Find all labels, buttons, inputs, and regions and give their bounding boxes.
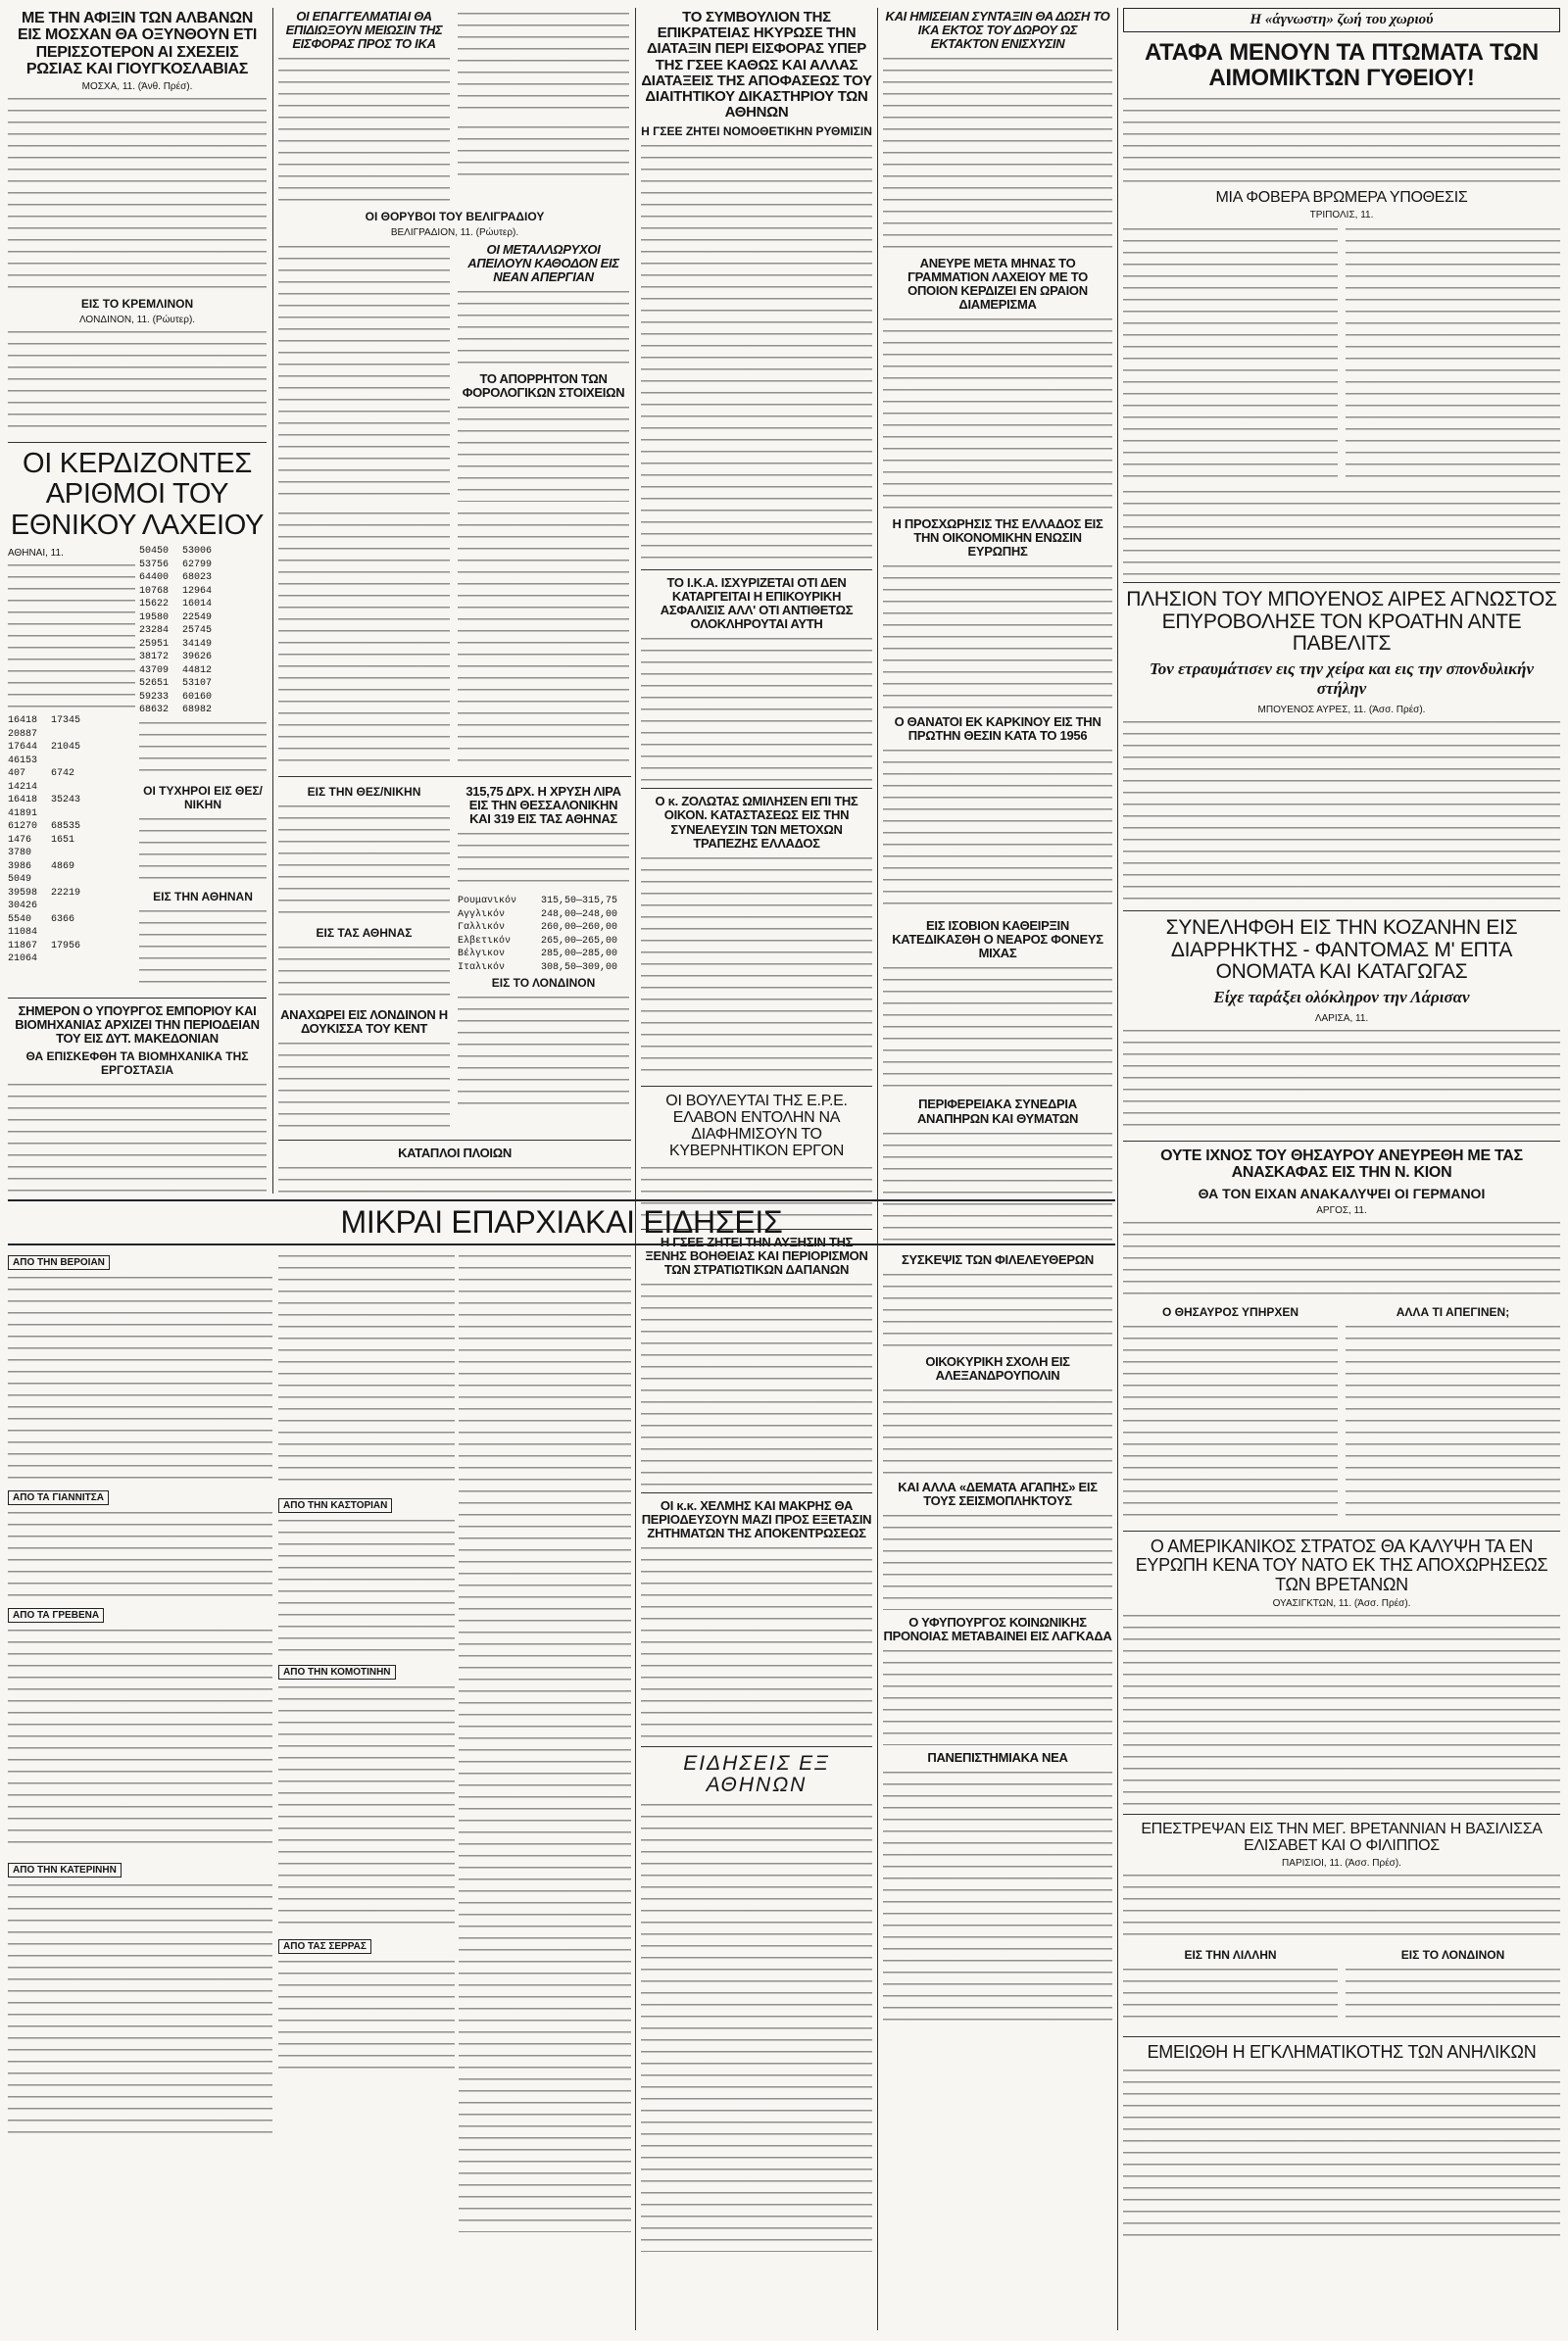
article-body	[1123, 718, 1560, 904]
dateline: ΤΡΙΠΟΛΙΣ, 11.	[1309, 210, 1374, 221]
provincial-news-banner	[8, 1199, 1115, 1245]
article-body	[8, 561, 135, 708]
article-body	[458, 510, 629, 764]
article-body	[641, 1801, 872, 2252]
article-body	[278, 1252, 455, 1488]
article-body	[8, 1081, 267, 1194]
provincial-col-2	[278, 1250, 455, 2328]
article-body	[1123, 95, 1560, 183]
section-grevena: ΑΠΟ ΤΑ ΓΡΕΒΕΝΑ	[8, 1608, 104, 1623]
article-body	[278, 1958, 455, 2075]
headline-youth: ΕΜΕΙΩΘΗ Η ΕΓΚΛΗΜΑΤΙΚΟΤΗΣ ΤΩΝ ΑΝΗΛΙΚΩΝ	[1147, 2042, 1537, 2063]
headline-univ: ΠΑΝΕΠΙΣΤΗΜΙΑΚΑ ΝΕΑ	[927, 1749, 1068, 1765]
dateline: ΟΥΑΣΙΓΚΤΩΝ, 11. (Άσσ. Πρέσ).	[1272, 1597, 1411, 1609]
subhead: ΕΙΣ ΤΑΣ ΑΘΗΝΑΣ	[316, 926, 413, 941]
headline-professionals: ΟΙ ΕΠΑΓΓΕΛΜΑΤΙΑΙ ΘΑ ΕΠΙΔΙΩΞΟΥΝ ΜΕΙΩΣΙΝ ΤΗΣ ΕΙΣΦΟΡΑΣ ΠΡΟΣ ΤΟ ΙΚΑ	[285, 9, 443, 52]
subhead-treasure: ΘΑ ΤΟΝ ΕΙΧΑΝ ΑΝΑΚΑΛΥΨΕΙ ΟΙ ΓΕΡΜΑΝΟΙ	[1198, 1185, 1486, 1201]
article-body	[1346, 1323, 1560, 1519]
article-body	[883, 55, 1112, 251]
headline-cancer: Ο ΘΑΝΑΤΟΙ ΕΚ ΚΑΡΚΙΝΟΥ ΕΙΣ ΤΗΝ ΠΡΩΤΗΝ ΘΕΣΙΝ ΚΑΤΑ ΤΟ 1956	[894, 714, 1102, 744]
article-body	[139, 815, 267, 884]
headline-albanians: ΜΕ ΤΗΝ ΑΦΙΞΙΝ ΤΩΝ ΑΛΒΑΝΩΝ ΕΙΣ ΜΟΣΧΑΝ ΘΑ ΟΞΥΝΘΟΥΝ ΕΤΙ ΠΕΡΙΣΣΟΤΕΡΟΝ ΑΙ ΣΧΕΣΕΙΣ ΡΩΣΙΑΣ ΚΑΙ ΓΙΟΥΓΚΟΣΛΑΒΙΑΣ	[18, 10, 257, 77]
column-3	[641, 8, 872, 2330]
article-body	[8, 1881, 272, 2136]
article-body	[1346, 225, 1560, 480]
article-body	[8, 328, 267, 436]
section-giannitsa: ΑΠΟ ΤΑ ΓΙΑΝΝΙΤΣΑ	[8, 1490, 109, 1505]
subhead: ΕΙΣ ΤΗΝ ΛΙΛΛΗΝ	[1184, 1948, 1277, 1963]
article-body	[139, 907, 267, 986]
headline-athens: ΕΙΔΗΣΕΙΣ ΕΞ ΑΘΗΝΩΝ	[683, 1751, 830, 1797]
subhead: ΕΙΣ ΤΗΝ ΑΘΗΝΑΝ	[153, 889, 253, 903]
dateline: ΛΟΝΔΙΝΟΝ, 11. (Ρώυτερ).	[78, 315, 196, 326]
headline-ticket: ΑΝΕΥΡΕ ΜΕΤΑ ΜΗΝΑΣ ΤΟ ΓΡΑΜΜΑΤΙΟΝ ΛΑΧΕΙΟΥ ΜΕ ΤΟ ΟΠΟΙΟΝ ΚΕΡΔΙΖΕΙ ΕΝ ΩΡΑΙΟΝ ΔΙΑΜΕΡΙΣΜΑ	[907, 256, 1088, 313]
article-body	[458, 830, 629, 889]
article-body	[883, 747, 1112, 913]
headline-queen: ΕΠΕΣΤΡΕΨΑΝ ΕΙΣ ΤΗΝ ΜΕΓ. ΒΡΕΤΑΝΝΙΑΝ Η ΒΑΣΙΛΙΣΣΑ ΕΛΙΣΑΒΕΤ ΚΑΙ Ο ΦΙΛΙΠΠΟΣ	[1141, 1820, 1543, 1855]
subhead: ΕΙΣ ΤΗΝ ΘΕΣ/ΝΙΚΗΝ	[307, 785, 421, 800]
article-body	[641, 142, 872, 563]
article-body	[1346, 1966, 1560, 2024]
headline-mps: ΟΙ ΒΟΥΛΕΥΤΑΙ ΤΗΣ Ε.Ρ.Ε. ΕΛΑΒΟΝ ΕΝΤΟΛΗΝ ΝΑ ΔΙΑΦΗΜΙΣΟΥΝ ΤΟ ΚΥΒΕΡΝΗΤΙΚΟΝ ΕΡΓΟΝ	[665, 1092, 848, 1160]
dateline: ΛΑΡΙΣΑ, 11.	[1314, 1013, 1369, 1025]
headline-ika-pay: ΚΑΙ ΗΜΙΣΕΙΑΝ ΣΥΝΤΑΞΙΝ ΘΑ ΔΩΣΗ ΤΟ ΙΚΑ ΕΚΤΟΣ ΤΟΥ ΔΩΡΟΥ ΩΣ ΕΚΤΑΚΤΟΝ ΕΝΙΣΧΥΣΙΝ	[885, 9, 1110, 52]
headline-minister: ΣΗΜΕΡΟΝ Ο ΥΠΟΥΡΓΟΣ ΕΜΠΟΡΙΟΥ ΚΑΙ ΒΙΟΜΗΧΑΝΙΑΣ ΑΡΧΙΖΕΙ ΤΗΝ ΠΕΡΙΟΔΕΙΑΝ ΤΟΥ ΕΙΣ ΔΥΤ. ΜΑΚΕΔΟΝΙΑΝ	[15, 1002, 260, 1046]
article-body	[1123, 2067, 1560, 2243]
lottery-numbers: 50450 53006 53756 62799 64400 68023 10768 12964 15622 16014 19580 22549 23284 25745 25951 34149 38172 39626 43709 44812 52651 53107 59233 60160 68632 68982	[139, 546, 213, 715]
article-body	[883, 1647, 1112, 1745]
section-katerini: ΑΠΟ ΤΗΝ ΚΑΤΕΡΙΝΗΝ	[8, 1863, 122, 1878]
article-body	[883, 1271, 1112, 1349]
subhead: ΟΙ ΘΟΡΥΒΟΙ ΤΟΥ ΒΕΛΙΓΡΑΔΙΟΥ	[365, 210, 545, 224]
subhead-kozani: Είχε ταράξει ολόκληρον την Λάρισαν	[1213, 988, 1470, 1007]
article-body	[278, 1164, 631, 1194]
headline-metal: ΟΙ ΜΕΤΑΛΛΩΡΥΧΟΙ ΑΠΕΙΛΟΥΝ ΚΑΘΟΔΟΝ ΕΙΣ ΝΕΑΝ ΑΠΕΡΓΙΑΝ	[467, 242, 619, 285]
headline-dirty: ΜΙΑ ΦΟΒΕΡΑ ΒΡΩΜΕΡΑ ΥΠΟΘΕΣΙΣ	[1215, 188, 1468, 206]
article-body	[278, 803, 450, 920]
dateline: ΒΕΛΙΓΡΑΔΙΟΝ, 11. (Ρώυτερ).	[390, 227, 519, 239]
headline-tax: ΤΟ ΑΠΟΡΡΗΤΟΝ ΤΩΝ ΦΟΡΟΛΟΓΙΚΩΝ ΣΤΟΙΧΕΙΩΝ	[462, 371, 625, 401]
headline-lottery: ΟΙ ΚΕΡΔΙΖΟΝΤΕΣ ΑΡΙΘΜΟΙ ΤΟΥ ΕΘΝΙΚΟΥ ΛΑΧΕΙΟΥ	[10, 448, 265, 541]
article-body	[458, 123, 629, 182]
article-body	[1123, 1219, 1560, 1297]
headline-regional: ΠΕΡΙΦΕΡΕΙΑΚΑ ΣΥΝΕΔΡΙΑ ΑΝΑΠΗΡΩΝ ΚΑΙ ΘΥΜΑΤΩΝ	[916, 1097, 1079, 1126]
headline-bodies: ΑΤΑΦΑ ΜΕΝΟΥΝ ΤΑ ΠΤΩΜΑΤΑ ΤΩΝ ΑΙΜΟΜΙΚΤΩΝ ΓΥΘΕΙΟΥ!	[1145, 39, 1539, 91]
dateline: ΠΑΡΙΣΙΟΙ, 11. (Άσσ. Πρέσ).	[1282, 1858, 1401, 1870]
headline-council: ΤΟ ΣΥΜΒΟΥΛΙΟΝ ΤΗΣ ΕΠΙΚΡΑΤΕΙΑΣ ΗΚΥΡΩΣΕ ΤΗΝ ΔΙΑΤΑΞΙΝ ΠΕΡΙ ΕΙΣΦΟΡΑΣ ΥΠΕΡ ΤΗΣ ΓΣΕΕ ΚΑΘΩΣ ΚΑΙ ΑΛΛΑΣ ΔΙΑΤΑΞΕΙΣ ΤΗΣ ΑΠΟΦΑΣΕΩΣ ΤΟΥ ΔΙΑΙΤΗΤΙΚΟΥ ΔΙΚΑΣΤΗΡΙΟΥ ΤΩΝ ΑΘΗΝΩΝ	[641, 9, 872, 122]
headline-gold: 315,75 ΔΡΧ. Η ΧΡΥΣΗ ΛΙΡΑ ΕΙΣ ΤΗΝ ΘΕΣΣΑΛΟΝΙΚΗΝ ΚΑΙ 319 ΕΙΣ ΤΑΣ ΑΘΗΝΑΣ	[466, 784, 621, 827]
article-body	[641, 635, 872, 782]
headline-undersec: Ο ΥΦΥΠΟΥΡΓΟΣ ΚΟΙΝΩΝΙΚΗΣ ΠΡΟΝΟΙΑΣ ΜΕΤΑΒΑΙΝΕΙ ΕΙΣ ΛΑΓΚΑΔΑ	[883, 1614, 1112, 1643]
article-body	[458, 10, 629, 118]
article-body	[8, 95, 267, 291]
dateline: ΑΡΓΟΣ, 11.	[1316, 1204, 1367, 1216]
column-rule	[635, 8, 636, 2330]
article-body	[8, 1627, 272, 1852]
headline-ships: ΚΑΤΑΠΛΟΙ ΠΛΟΙΩΝ	[398, 1146, 512, 1161]
article-body	[883, 1769, 1112, 2024]
dateline: ΜΟΣΧΑ, 11. (Άνθ. Πρέσ).	[81, 81, 193, 93]
article-body	[458, 404, 629, 502]
headline-friends: ΣΥΣΚΕΨΙΣ ΤΩΝ ΦΙΛΕΛΕΥΘΕΡΩΝ	[902, 1251, 1094, 1267]
lottery-numbers-2: 16418 1734520887 17644 2104546153 407 674214214 16418 3524341891 61270 68535 1476 16513780 3986 48695049 39598 2221930426 5540 636611084 11867 1795621064	[8, 715, 81, 964]
article-body	[883, 1512, 1112, 1610]
subhead: ΑΛΛΑ ΤΙ ΑΠΕΓΙΝΕΝ;	[1396, 1304, 1510, 1319]
headline-prison: ΕΙΣ ΙΣΟΒΙΟΝ ΚΑΘΕΙΡΞΙΝ ΚΑΤΕΔΙΚΑΣΘΗ Ο ΝΕΑΡΟΣ ΦΟΝΕΥΣ ΜΙΧΑΣ	[892, 918, 1103, 961]
article-body	[641, 1544, 872, 1740]
headline-greece-eu: Η ΠΡΟΣΧΩΡΗΣΙΣ ΤΗΣ ΕΛΛΑΔΟΣ ΕΙΣ ΤΗΝ ΟΙΚΟΝΟΜΙΚΗΝ ΕΝΩΣΙΝ ΕΥΡΩΠΗΣ	[892, 516, 1103, 560]
headline-gsee-aid: Η ΓΣΕΕ ΖΗΤΕΙ ΤΗΝ ΑΥΞΗΣΙΝ ΤΗΣ ΞΕΝΗΣ ΒΟΗΘΕΙΑΣ ΚΑΙ ΠΕΡΙΟΡΙΣΜΟΝ ΤΩΝ ΣΤΡΑΤΙΩΤΙΚΩΝ ΔΑΠΑΝΩΝ	[645, 1234, 868, 1277]
dateline: ΜΠΟΥΕΝΟΣ ΑΥΡΕΣ, 11. (Άσσ. Πρέσ).	[1257, 705, 1426, 716]
subhead: ΟΙ ΤΥΧΗΡΟΙ ΕΙΣ ΘΕΣ/ΝΙΚΗΝ	[143, 783, 263, 811]
article-body	[278, 944, 450, 1002]
article-body	[641, 854, 872, 1080]
gold-price-table: Ρουμανικόν 315,50—315,75 Αγγλικόν 248,00—248,00 Γαλλικόν 260,00—260,00 Ελβετικόν 265,00—265,00 Βέλγικον 285,00—285,00 Ιταλικόν 308,50—309,00	[458, 896, 618, 973]
article-body	[883, 562, 1112, 709]
headline-pavelic: ΠΛΗΣΙΟΝ ΤΟΥ ΜΠΟΥΕΝΟΣ ΑΙΡΕΣ ΑΓΝΩΣΤΟΣ ΕΠΥΡΟΒΟΛΗΣΕ ΤΟΝ ΚΡΟΑΤΗΝ ΑΝΤΕ ΠΑΒΕΛΙΤΣ	[1126, 588, 1557, 656]
section-kastoria: ΑΠΟ ΤΗΝ ΚΑΣΤΟΡΙΑΝ	[278, 1498, 392, 1513]
section-masthead: Η «άγνωστη» ζωή του χωριού	[1123, 8, 1560, 32]
provincial-col-1	[8, 1250, 272, 2328]
headline-ika: ΤΟ Ι.Κ.Α. ΙΣΧΥΡΙΖΕΤΑΙ ΟΤΙ ΔΕΝ ΚΑΤΑΡΓΕΙΤΑΙ Η ΕΠΙΚΟΥΡΙΚΗ ΑΣΦΑΛΙΣΙΣ ΑΛΛ' ΟΤΙ ΑΝΤΙΘΕΤΩΣ ΟΛΟΚΛΗΡΟΥΤΑΙ ΑΥΤΗ	[660, 575, 854, 632]
article-body	[278, 510, 450, 764]
section-serres: ΑΠΟ ΤΑΣ ΣΕΡΡΑΣ	[278, 1939, 371, 1954]
subhead: ΕΙΣ ΤΟ ΛΟΝΔΙΝΟΝ	[1400, 1948, 1505, 1963]
column-5	[1123, 8, 1560, 2330]
column-rule	[272, 8, 273, 1194]
headline-army: Ο ΑΜΕΡΙΚΑΝΙΚΟΣ ΣΤΡΑΤΟΣ ΘΑ ΚΑΛΥΨΗ ΤΑ ΕΝ ΕΥΡΩΠΗ ΚΕΝΑ ΤΟΥ ΝΑΤΟ ΕΚ ΤΗΣ ΑΠΟΧΩΡΗΣΕΩΣ ΤΩΝ ΒΡΕΤΑΝΩΝ	[1135, 1536, 1548, 1594]
subhead: ΕΙΣ ΤΟ ΚΡΕΜΛΙΝΟΝ	[80, 297, 194, 312]
headline-school: ΟΙΚΟΚΥΡΙΚΗ ΣΧΟΛΗ ΕΙΣ ΑΛΕΞΑΝΔΡΟΥΠΟΛΙΝ	[925, 1353, 1070, 1383]
subhead: ΕΙΣ ΤΟ ΛΟΝΔΙΝΟΝ	[491, 976, 596, 991]
article-body	[1123, 1612, 1560, 1808]
article-body	[1123, 1323, 1338, 1519]
article-body	[1123, 1027, 1560, 1135]
subhead: Η ΓΣΕΕ ΖΗΤΕΙ ΝΟΜΟΘΕΤΙΚΗΝ ΡΥΘΜΙΣΙΝ	[641, 124, 872, 139]
article-body	[458, 288, 629, 366]
provincial-col-3	[459, 1250, 631, 2328]
article-body	[278, 243, 450, 498]
article-body	[883, 964, 1112, 1092]
article-body	[1123, 1966, 1338, 2024]
column-4	[883, 8, 1112, 2330]
subhead: ΘΑ ΕΠΙΣΚΕΦΘΗ ΤΑ ΒΙΟΜΗΧΑΝΙΚΑ ΤΗΣ ΕΡΓΟΣΤΑΣΙΑ	[25, 1049, 249, 1077]
dateline: ΑΘΗΝΑΙ, 11.	[8, 548, 64, 559]
section-komotini: ΑΠΟ ΤΗΝ ΚΟΜΟΤΙΝΗΝ	[278, 1665, 396, 1680]
article-body	[883, 316, 1112, 512]
headline-hellis: ΟΙ κ.κ. ΧΕΛΜΗΣ ΚΑΙ ΜΑΚΡΗΣ ΘΑ ΠΕΡΙΟΔΕΥΣΟΥΝ ΜΑΖΙ ΠΡΟΣ ΕΞΕΤΑΣΙΝ ΖΗΤΗΜΑΤΩΝ ΤΗΣ ΑΠΟΚΕΝΤΡΩΣΕΩΣ	[641, 1497, 872, 1540]
article-body	[459, 1252, 631, 2232]
column-rule	[1117, 8, 1118, 2330]
article-body	[458, 994, 629, 1111]
article-body	[1123, 1872, 1560, 1940]
article-body	[278, 55, 450, 202]
headline-treasure: ΟΥΤΕ ΙΧΝΟΣ ΤΟΥ ΘΗΣΑΥΡΟΥ ΑΝΕΥΡΕΘΗ ΜΕ ΤΑΣ ΑΝΑΣΚΑΦΑΣ ΕΙΣ ΤΗΝ Ν. ΚΙΟΝ	[1160, 1147, 1523, 1182]
headline-zolotas: Ο κ. ΖΟΛΩΤΑΣ ΩΜΙΛΗΣΕΝ ΕΠΙ ΤΗΣ ΟΙΚΟΝ. ΚΑΤΑΣΤΑΣΕΩΣ ΕΙΣ ΤΗΝ ΣΥΝΕΛΕΥΣΙΝ ΤΩΝ ΜΕΤΟΧΩΝ ΤΡΑΠΕΖΗΣ ΕΛΛΑΔΟΣ	[655, 794, 858, 851]
column-2	[278, 8, 631, 1194]
subhead-pavelic: Τον ετραυμάτισεν εις την χείρα και εις την σπονδυλικήν στήλην	[1149, 659, 1535, 699]
subhead: Ο ΘΗΣΑΥΡΟΣ ΥΠΗΡΧΕΝ	[1161, 1304, 1299, 1319]
column-1	[8, 8, 267, 1194]
article-body	[1123, 225, 1338, 480]
article-body	[278, 1683, 455, 1928]
article-body	[278, 1517, 455, 1654]
column-rule	[877, 8, 878, 2330]
article-body	[1123, 488, 1560, 576]
article-body	[139, 719, 267, 778]
article-body	[641, 1281, 872, 1487]
headline-love: ΚΑΙ ΑΛΛΑ «ΔΕΜΑΤΑ ΑΓΑΠΗΣ» ΕΙΣ ΤΟΥΣ ΣΕΙΣΜΟΠΛΗΚΤΟΥΣ	[898, 1479, 1098, 1508]
article-body	[278, 1040, 450, 1128]
banner-title: ΜΙΚΡΑΙ ΕΠΑΡΧΙΑΚΑΙ ΕΙΔΗΣΕΙΣ	[340, 1204, 783, 1240]
headline-kozani: ΣΥΝΕΛΗΦΘΗ ΕΙΣ ΤΗΝ ΚΟΖΑΝΗΝ ΕΙΣ ΔΙΑΡΡΗΚΤΗΣ - ΦΑΝΤΟΜΑΣ Μ' ΕΠΤΑ ΟΝΟΜΑΤΑ ΚΑΙ ΚΑΤΑΓΩΓΑΣ	[1165, 916, 1518, 984]
article-body	[8, 1274, 272, 1480]
article-body	[8, 1509, 272, 1597]
headline-duchess: ΑΝΑΧΩΡΕΙ ΕΙΣ ΛΟΝΔΙΝΟΝ Η ΔΟΥΚΙΣΣΑ ΤΟΥ ΚΕΝΤ	[280, 1007, 448, 1037]
section-veria: ΑΠΟ ΤΗΝ ΒΕΡΟΙΑΝ	[8, 1255, 110, 1270]
article-body	[883, 1387, 1112, 1475]
